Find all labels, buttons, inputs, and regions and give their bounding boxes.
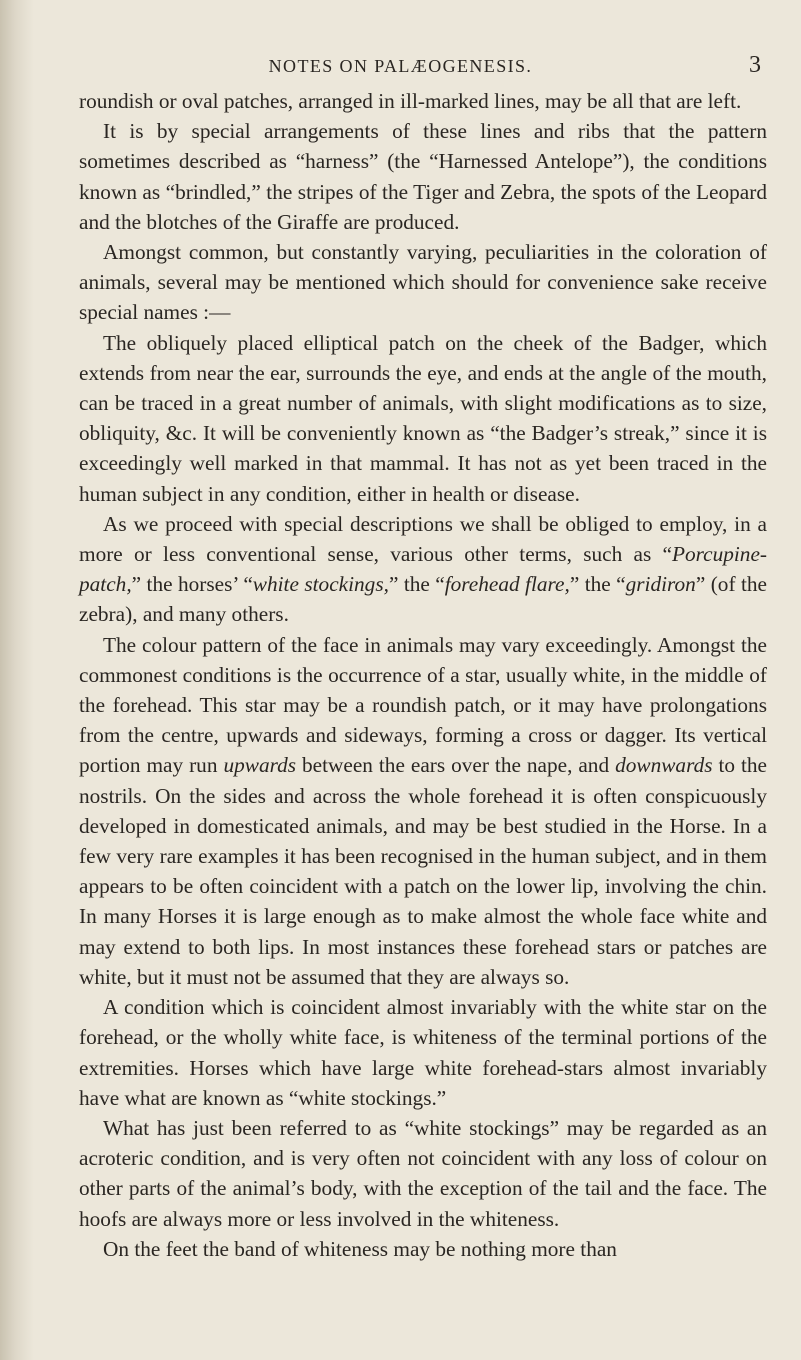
italic-term: downwards [615,753,713,778]
text-run: As we proceed with special descriptions we shall be obliged to employ, in a more or less conventional sense, various other terms, such as “ [79,511,767,567]
text-run: ” (of the zebra), and many others. [79,572,767,627]
page-number: 3 [749,52,761,78]
text-run: The obliquely placed elliptical patch on the cheek of the Badger, which extends from near the ear, surrounds the eye, and ends at the angle of the mouth, can be traced in a great number of animals, with slight modifications as to size, obliquity, &c. It will be conveniently known as “the Badger’s streak,” since it is exceedingly well marked in that mammal. It has not as yet been traced in the human subject in any condition, either in health or disease. [79,330,767,506]
paragraph [79,237,767,328]
text-run: A condition which is coincident almost invariably with the white star on the forehead, or the wholly white face, is whiteness of the terminal portions of the extremities. Horses which have large white forehead-stars almost invariably have what are known as “white stockings.” [79,995,767,1110]
paragraph [79,328,767,509]
paragraph [79,86,767,116]
text-run: On the feet the band of whiteness may be nothing more than [103,1236,617,1261]
paragraph [79,1234,767,1264]
paragraph [79,116,767,237]
text-run: roundish or oval patches, arranged in ill-marked lines, may be all that are left. [79,89,742,113]
italic-term: upwards [223,753,297,778]
italic-term: Porcupine-patch, [79,542,767,597]
italic-term: gridiron [625,572,696,597]
text-run: Amongst common, but constantly varying, peculiarities in the coloration of animals, several may be mentioned which should for convenience sake receive special names :— [79,240,767,325]
text-run: The colour pattern of the face in animals may vary exceedingly. Amongst the commonest conditions is the occurrence of a star, usually white, in the middle of the forehead. This star may be a roundish patch, or it may have prolongations from the centre, upwards and sideways, forming a cross or dagger. Its vertical portion may run [79,632,767,778]
text-run: ” the horses’ “ [131,572,253,597]
paragraph [79,1113,767,1234]
running-head [0,52,801,82]
paragraph [79,630,767,992]
text-run: It is by special arrangements of these lines and ribs that the pattern sometimes described as “harness” (the “Harnessed Antelope”), the conditions known as “brindled,” the stripes of the Tiger and Zebra, the spots of the Leopard and the blotches of the Giraffe are produced. [79,119,767,234]
running-title: NOTES ON PALÆOGENESIS. [268,56,533,76]
page-edge-shadow [0,0,34,1360]
paragraph [79,509,767,630]
text-run: What has just been referred to as “white stockings” may be regarded as an acroteric condition, and is very often not coincident with any loss of colour on other parts of the animal’s body, with the exception of the tail and the face. The hoofs are always more or less involved in the whiteness. [79,1115,767,1231]
body-text [79,86,767,1264]
text-run: ” the “ [388,572,445,597]
text-run: to the nostrils. On the sides and across the whole forehead it is often conspicuously developed in domesticated animals, and may be best studied in the Horse. In a few very rare examples it has been recognised in the human subject, and in them appears to be often coincident with a patch on the lower lip, involving the chin. In many Horses it is large enough as to make almost the whole face white and may extend to both lips. In most instances these forehead stars or patches are white, but it must not be assumed that they are always so. [79,753,767,989]
text-run: between the ears over the nape, and [296,753,616,778]
text-run: ” the “ [569,572,626,597]
italic-term: forehead flare, [444,572,570,597]
italic-term: white stockings, [252,572,389,597]
paragraph [79,992,767,1113]
